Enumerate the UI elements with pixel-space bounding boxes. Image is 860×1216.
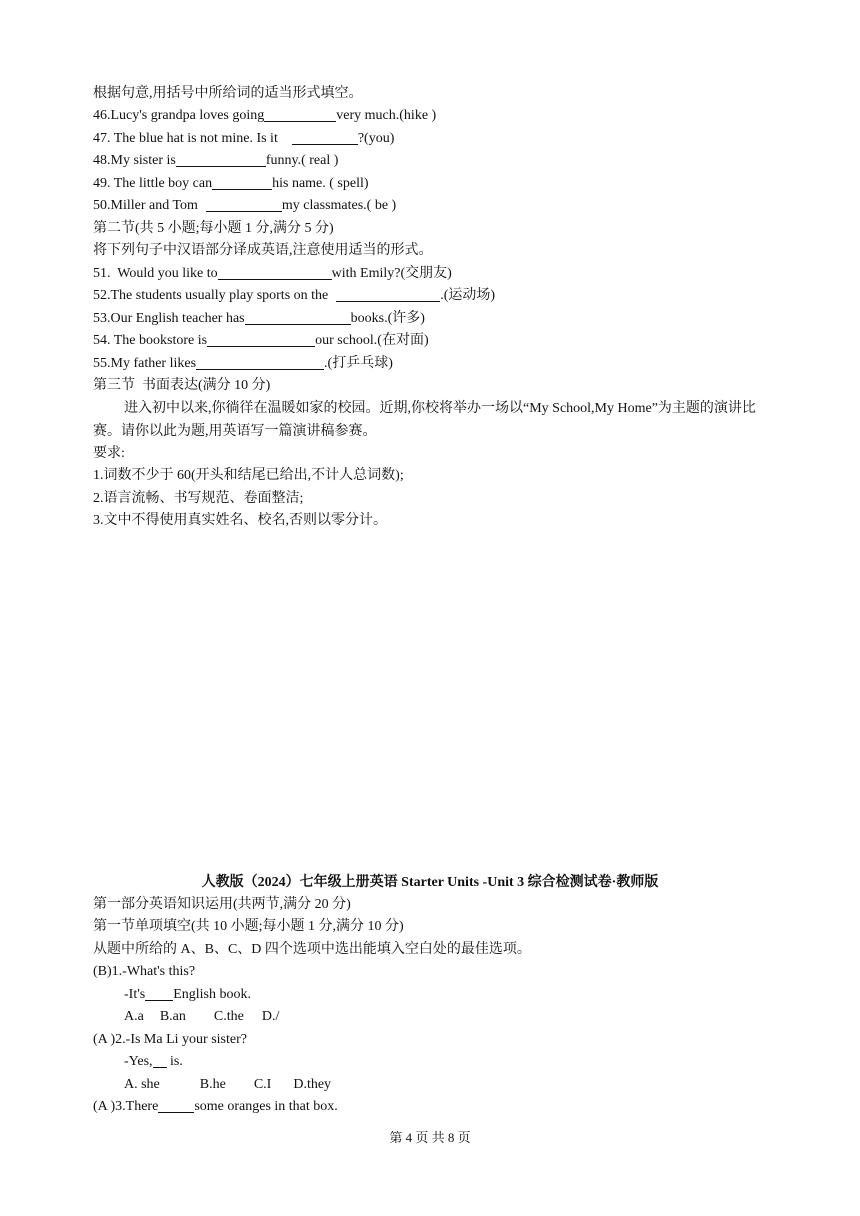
- requirement-1: 1.词数不少于 60(开头和结尾已给出,不计人总词数);: [93, 468, 404, 483]
- question-1-options: [124, 1007, 279, 1027]
- question-46: [93, 106, 436, 126]
- q49-hint: his name. ( spell): [272, 176, 369, 191]
- q2-blank: [153, 1053, 167, 1068]
- q2-response-post: is.: [166, 1054, 183, 1069]
- q50-hint: my classmates.( be ): [281, 198, 397, 213]
- q55-hint: .(打乒乓球): [324, 356, 393, 371]
- q51-text: 51. Would you like to: [93, 266, 218, 281]
- q2-option-d: D.they: [293, 1077, 332, 1092]
- requirement-3: 3.文中不得使用真实姓名、校名,否则以零分计。: [93, 513, 387, 528]
- q54-blank[interactable]: [207, 332, 315, 347]
- q3-text-post: some oranges in that box.: [194, 1099, 338, 1114]
- question-55: [93, 354, 393, 374]
- q48-blank[interactable]: [176, 152, 266, 167]
- q49-blank[interactable]: [212, 175, 272, 190]
- q47-text: 47. The blue hat is not mine. Is it: [93, 131, 278, 146]
- section-b-heading: 第二节(共 5 小题;每小题 1 分,满分 5 分): [93, 221, 334, 236]
- question-47: [93, 129, 394, 149]
- part-1-heading: 第一部分英语知识运用(共两节,满分 20 分): [93, 897, 351, 912]
- section-c-heading: 第三节 书面表达(满分 10 分): [93, 378, 271, 393]
- q54-hint: our school.(在对面): [315, 333, 429, 348]
- question-48: [93, 151, 338, 171]
- q47-hint: ?(you): [357, 131, 395, 146]
- q1-blank: [145, 986, 173, 1001]
- q51-hint: with Emily?(交朋友): [331, 266, 452, 281]
- question-51: [93, 264, 452, 284]
- requirement-2: 2.语言流畅、书写规范、卷面整洁;: [93, 491, 304, 506]
- q1-option-a: A.a: [124, 1009, 144, 1024]
- q48-hint: funny.( real ): [265, 153, 339, 168]
- q2-option-b: B.he: [199, 1077, 226, 1092]
- question-49: [93, 174, 369, 194]
- question-53: [93, 309, 425, 329]
- page-footer: 第 4 页 共 8 页: [389, 1130, 471, 1145]
- q53-text: 53.Our English teacher has: [93, 311, 245, 326]
- q53-blank[interactable]: [245, 310, 351, 325]
- q46-text: 46.Lucy's grandpa loves going: [93, 108, 265, 123]
- q53-hint: books.(许多): [350, 311, 425, 326]
- question-1-response: [124, 985, 251, 1005]
- q50-text: 50.Miller and Tom: [93, 198, 198, 213]
- q51-blank[interactable]: [218, 265, 332, 280]
- q52-blank[interactable]: [336, 287, 440, 302]
- section-1-heading: 第一节单项填空(共 10 小题;每小题 1 分,满分 10 分): [93, 919, 404, 934]
- writing-prompt: 进入初中以来,你徜徉在温暖如家的校园。近期,你校将举办一场以“My School,My Home”为主题的演讲比赛。请你以此为题,用英语写一篇演讲稿参赛。: [93, 401, 756, 439]
- q2-option-c: C.I: [253, 1077, 272, 1092]
- q2-response-pre: -Yes,: [124, 1054, 153, 1069]
- q1-option-b: B.an: [159, 1009, 186, 1024]
- q3-blank: [158, 1098, 194, 1113]
- q1-option-c: C.the: [213, 1009, 244, 1024]
- question-54: [93, 331, 429, 351]
- q47-blank[interactable]: [292, 130, 358, 145]
- q1-option-d: D./: [261, 1009, 280, 1024]
- question-3: [93, 1097, 338, 1117]
- q1-response-post: English book.: [173, 987, 251, 1002]
- section-1-instruction: 从题中所给的 A、B、C、D 四个选项中选出能填入空白处的最佳选项。: [93, 942, 531, 957]
- q2-option-a: A. she: [124, 1077, 160, 1092]
- q49-text: 49. The little boy can: [93, 176, 213, 191]
- q46-blank[interactable]: [264, 107, 336, 122]
- q52-hint: .(运动场): [440, 288, 496, 303]
- q55-text: 55.My father likes: [93, 356, 197, 371]
- q54-text: 54. The bookstore is: [93, 333, 208, 348]
- q3-text: (A )3.There: [93, 1099, 159, 1114]
- question-2-stem: (A )2.-Is Ma Li your sister?: [93, 1032, 247, 1047]
- section-b-instruction: 将下列句子中汉语部分译成英语,注意使用适当的形式。: [93, 243, 433, 258]
- section-a-instruction: 根据句意,用括号中所给词的适当形式填空。: [93, 86, 363, 101]
- question-50: [93, 196, 396, 216]
- q50-blank[interactable]: [206, 197, 282, 212]
- question-1-stem: (B)1.-What's this?: [93, 964, 196, 979]
- q46-hint: very much.(hike ): [336, 108, 437, 123]
- teacher-version-title: 人教版（2024）七年级上册英语 Starter Units -Unit 3 综合检测试卷·教师版: [201, 875, 659, 890]
- question-2-response: [124, 1052, 183, 1072]
- q48-text: 48.My sister is: [93, 153, 176, 168]
- requirements-label: 要求:: [93, 446, 125, 461]
- q1-response-pre: -It's: [124, 987, 146, 1002]
- question-52: [93, 286, 495, 306]
- q52-text: 52.The students usually play sports on the: [93, 288, 329, 303]
- q55-blank[interactable]: [196, 355, 324, 370]
- question-2-options: [124, 1075, 331, 1095]
